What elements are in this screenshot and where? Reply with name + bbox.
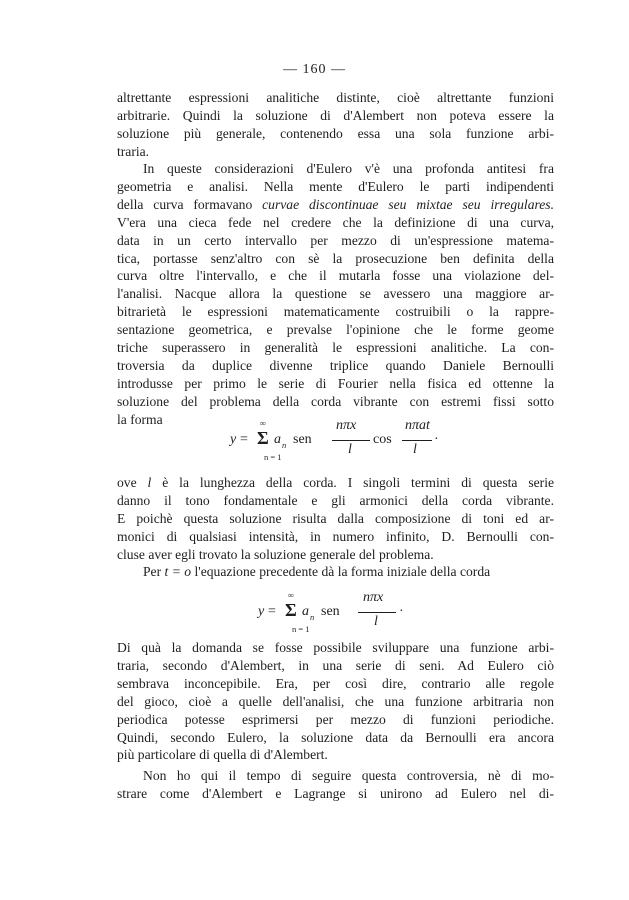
fraction-numerator: nπx	[363, 590, 384, 605]
fraction-1-numerator: nπx	[336, 418, 357, 433]
text-line: arbitrarie. Quindi la soluzione di d'Alembert non poteva essere la	[117, 107, 554, 123]
fraction-2-denominator: l	[413, 442, 417, 457]
coefficient-subscript: n	[282, 440, 287, 450]
text-line: Di quà la domanda se fosse possibile sviluppare una funzione arbi-	[117, 640, 554, 655]
formula-end: ·	[434, 432, 439, 447]
text-line: più particolare di quella di d'Alembert.	[117, 747, 328, 763]
formula-y: y	[258, 604, 265, 619]
text-line: Quindi, secondo Eulero, la soluzione data da Bernoulli era ancora	[117, 729, 554, 745]
coefficient-a: a	[274, 432, 281, 447]
text-segment: ove	[117, 475, 148, 490]
text-line: V'era una cieca fede nel credere che la definizione di una curva,	[117, 214, 554, 230]
text-line: traria, secondo d'Alembert, in una serie di seni. Ad Eulero ciò	[117, 657, 554, 673]
text-line: Non ho qui il tempo di seguire questa controversia, nè di mo-	[143, 768, 554, 783]
summation-sign: Σ	[257, 428, 269, 448]
sum-upper-limit: ∞	[260, 418, 267, 428]
text-line: monici di qualsiasi intensità, in numero infinito, D. Bernoulli con-	[117, 528, 554, 544]
formula-y: y	[230, 432, 237, 447]
formula-end: ·	[399, 604, 404, 619]
fraction-bar	[332, 440, 370, 441]
paragraph-3	[117, 474, 554, 564]
paragraph-4	[117, 563, 554, 581]
text-line: strare come d'Alembert e Lagrange si unirono ad Eulero nel di-	[117, 785, 554, 801]
text-line: soluzione più generale, contenendo essa una sola funzione arbi-	[117, 125, 554, 141]
paragraph-5	[117, 639, 554, 764]
formula-sen: sen	[293, 432, 312, 447]
text-line	[117, 474, 554, 492]
text-line: troversia da duplice divenne triplice quando Daniele Bernoulli	[117, 357, 554, 373]
sum-upper-limit: ∞	[288, 590, 295, 600]
fraction-denominator: l	[374, 614, 378, 629]
text-line: geometria e analisi. Nella mente d'Eulero le parti indipendenti	[117, 178, 554, 194]
coefficient-a: a	[302, 604, 309, 619]
formula-2	[258, 590, 418, 636]
text-line	[117, 196, 554, 214]
text-line: cluse aver egli trovato la soluzione generale del problema.	[117, 546, 434, 562]
fraction-bar	[358, 612, 396, 613]
text-line: sentazione geometrica, e prevalse l'opinione che le forme geome	[117, 322, 554, 338]
text-line: danno il tono fondamentale e gli armonici della corda vibrante.	[117, 492, 554, 508]
math-expression: t = o	[164, 564, 192, 579]
text-segment: è la lunghezza della corda. I singoli termini di questa serie	[151, 475, 555, 490]
formula-sen: sen	[321, 604, 340, 619]
page-number: — 160 —	[283, 62, 346, 77]
math-variable: l	[147, 475, 152, 490]
text-line: data in un certo intervallo per mezzo di un'espressione matema-	[117, 232, 554, 248]
fraction-bar	[402, 440, 432, 441]
text-line: altrettante espressioni analitiche distinte, cioè altrettante funzioni	[117, 90, 554, 105]
text-line: curva oltre l'intervallo, e che il mutarla fosse una violazione del-	[117, 268, 554, 284]
text-line: tica, portasse senz'altro con sè la prosecuzione ben definita della	[117, 250, 554, 266]
text-line	[117, 563, 554, 581]
text-line: traria.	[117, 143, 150, 159]
text-line: introdusse per primo le serie di Fourier nella fisica ed ottenne la	[117, 375, 554, 391]
text-line: la forma	[117, 411, 163, 427]
text-line: triche superassero in generalità le espressioni analitiche. La con-	[117, 340, 554, 356]
formula-cos: cos	[373, 432, 392, 447]
formula-equals: =	[240, 432, 248, 447]
text-line: del gioco, cioè a quelle dell'analisi, che una funzione arbitraria non	[117, 693, 554, 709]
text-segment: della curva formavano	[117, 196, 263, 212]
text-line: bitrarietà le espressioni matematicamente costruibili o la rappre-	[117, 304, 554, 320]
text-line: l'analisi. Nacque allora la questione se avessero una maggiore ar-	[117, 286, 554, 302]
latin-phrase: curvae discontinuae seu mixtae seu irregulares.	[262, 196, 554, 212]
text-line: In queste considerazioni d'Eulero v'è una profonda antitesi fra	[143, 161, 554, 176]
sum-lower-limit: n = 1	[264, 452, 282, 462]
text-line: E poichè questa soluzione risulta dalla composizione di toni ed ar-	[117, 510, 554, 526]
summation-sign: Σ	[285, 600, 297, 620]
fraction-1-denominator: l	[348, 442, 352, 457]
fraction-2-numerator: nπat	[405, 418, 430, 433]
formula-equals: =	[268, 604, 276, 619]
text-segment: l'equazione precedente dà la forma iniziale della corda	[191, 564, 491, 579]
paragraph-6	[117, 767, 554, 803]
sum-lower-limit: n = 1	[292, 624, 310, 634]
text-line: sembrava inconcepibile. Era, per così dire, contrario alle regole	[117, 675, 554, 691]
text-line: periodica potesse esprimersi per mezzo di funzioni periodiche.	[117, 711, 554, 727]
text-line: soluzione del problema della corda vibrante con estremi fissi sotto	[117, 393, 554, 409]
paragraph-1	[117, 89, 554, 161]
formula-1	[230, 418, 450, 464]
coefficient-subscript: n	[310, 612, 315, 622]
paragraph-2	[117, 160, 554, 429]
text-segment: Per	[143, 564, 165, 579]
